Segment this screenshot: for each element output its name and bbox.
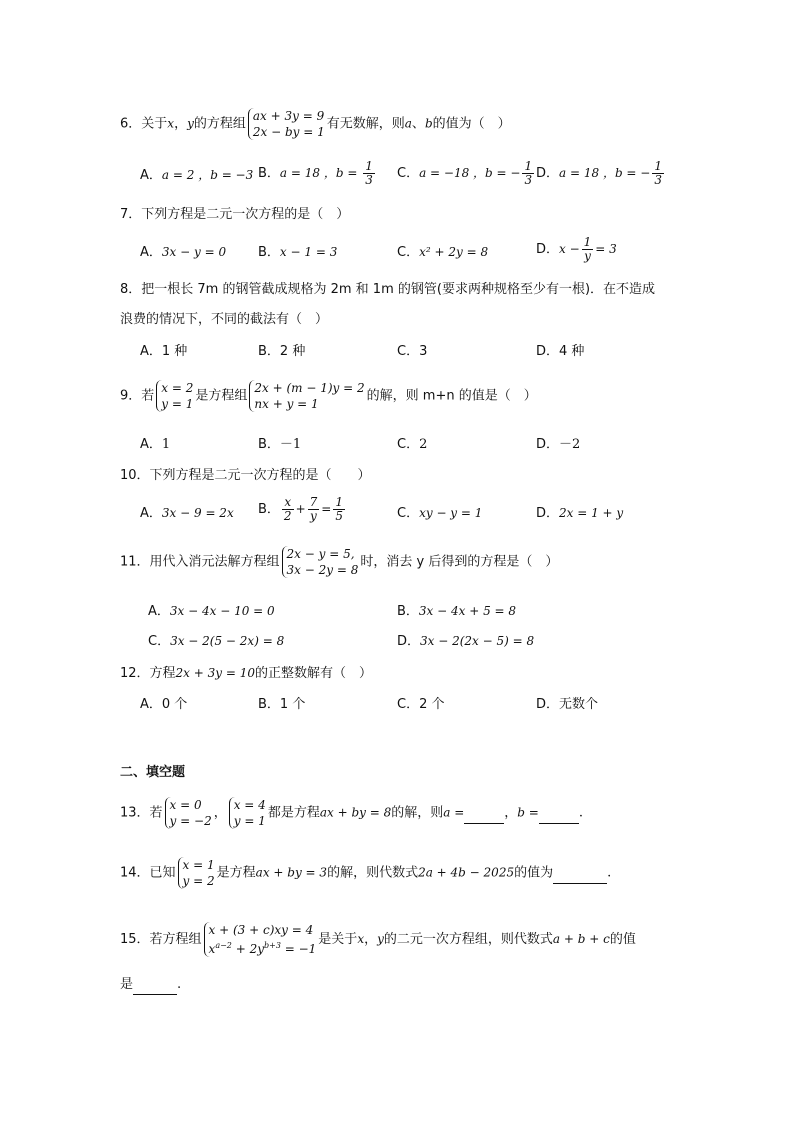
numerator: 1 xyxy=(365,159,373,173)
q13-blank-a[interactable] xyxy=(464,805,504,824)
equals-sign: = xyxy=(321,502,332,516)
q11-system xyxy=(282,546,359,578)
q9-eq2: nx + y = 1 xyxy=(254,397,319,411)
option-text: －2 xyxy=(559,437,581,452)
q11-option-c[interactable] xyxy=(148,632,284,651)
q13-sep: ， xyxy=(504,805,518,821)
option-label: A． xyxy=(140,168,162,183)
q6-system xyxy=(248,108,325,140)
q12-option-c[interactable] xyxy=(397,696,444,714)
q9-option-a[interactable] xyxy=(140,436,170,454)
q6-stem xyxy=(120,108,511,140)
option-label: D． xyxy=(536,344,560,359)
option-text: 3x − 4x + 5 = 8 xyxy=(418,604,517,618)
option-text: 3x − 2(2x − 5) = 8 xyxy=(420,634,535,648)
q9-option-c[interactable] xyxy=(397,436,427,454)
q13-blank-b[interactable] xyxy=(539,805,579,824)
q13-mid: 都是方程 xyxy=(267,805,320,821)
q8-option-c[interactable] xyxy=(397,343,427,361)
q9-solution-y: y = 1 xyxy=(161,397,194,411)
q12-suffix: 的正整数解有（ ） xyxy=(255,666,373,681)
option-label: A． xyxy=(148,604,170,619)
option-text: 1 种 xyxy=(161,344,188,359)
option-text: 3x − 4x − 10 = 0 xyxy=(169,604,275,618)
option-text: 2x = 1 + y xyxy=(559,506,624,520)
option-label: A． xyxy=(140,506,162,521)
q14-mid: 是方程 xyxy=(216,865,256,881)
q9-option-b[interactable] xyxy=(258,436,301,454)
q10-option-c[interactable] xyxy=(397,504,482,523)
option-label: B． xyxy=(258,502,280,517)
q15-line2-text: 是 xyxy=(120,977,134,992)
q9-option-d[interactable] xyxy=(536,436,580,454)
option-text: 3 xyxy=(419,344,428,359)
option-text: a = 18 ，b = − xyxy=(559,166,651,180)
q13-var-a: a = xyxy=(443,805,465,820)
q13-stem xyxy=(120,797,583,829)
q6-var-x: x xyxy=(167,116,175,131)
option-label: A． xyxy=(140,245,162,260)
option-label: B． xyxy=(258,344,280,359)
q15-stem xyxy=(120,922,636,957)
denominator: 2 xyxy=(283,509,292,523)
q10-fraction-3 xyxy=(333,496,345,523)
option-text: 2 种 xyxy=(279,344,306,359)
option-label: A． xyxy=(140,437,162,452)
q6-dun: 、 xyxy=(411,116,425,132)
q6-var-a: a xyxy=(404,116,412,131)
q15-var-x: x xyxy=(357,932,365,946)
option-label: D． xyxy=(536,242,560,257)
q8-option-b[interactable] xyxy=(258,343,305,361)
q12-option-a[interactable] xyxy=(140,696,187,714)
q14-prefix: 14．已知 xyxy=(120,865,176,881)
q13-solution-1-y: y = −2 xyxy=(169,814,212,828)
q9-mid: 是方程组 xyxy=(195,388,248,404)
q12-option-b[interactable] xyxy=(258,696,305,714)
q6-option-a[interactable] xyxy=(140,166,253,185)
option-label: D． xyxy=(536,437,560,452)
option-text-post: = 3 xyxy=(595,242,617,256)
q11-option-b[interactable] xyxy=(397,602,516,621)
q6-var-y: y xyxy=(187,116,194,131)
q13-solution-2-x: x = 4 xyxy=(233,798,266,812)
denominator: y xyxy=(310,509,317,523)
q6-eq2: 2x − by = 1 xyxy=(252,125,325,139)
q15-sep: ， xyxy=(364,932,378,947)
option-text: 3x − 2(5 − 2x) = 8 xyxy=(170,634,285,648)
q10-fraction-2 xyxy=(308,496,320,523)
denominator: y xyxy=(584,249,591,263)
numerator: 1 xyxy=(524,159,533,173)
option-label: C． xyxy=(397,697,420,712)
q6-option-c[interactable] xyxy=(397,160,536,187)
q15-eq2-exponent-1: a−2 xyxy=(215,941,232,950)
option-label: D． xyxy=(536,697,560,712)
q8-option-a[interactable] xyxy=(140,343,187,361)
plus-sign: + xyxy=(295,502,306,516)
option-text: 4 种 xyxy=(559,344,585,359)
q15-mid: 是关于 xyxy=(318,932,358,947)
q11-option-d[interactable] xyxy=(397,632,534,651)
numerator: 1 xyxy=(583,235,592,249)
section-heading-fill-in: 二、填空题 xyxy=(120,765,186,780)
q8-stem-line1: 8．把一根长 7m 的钢管截成规格为 2m 和 1m 的钢管(要求两种规格至少有一根)．在不造成 xyxy=(120,282,656,297)
q8-option-d[interactable] xyxy=(536,343,584,361)
q13-end: . xyxy=(578,805,583,821)
q11-eq1: 2x − y = 5, xyxy=(286,547,355,561)
q7-option-d-fraction xyxy=(582,236,594,263)
option-text: 3x − 9 = 2x xyxy=(161,506,234,520)
option-label: B． xyxy=(258,166,280,181)
q13-comma: ， xyxy=(213,805,227,821)
q14-tail: 的值为 xyxy=(514,865,554,881)
q6-eq1: ax + 3y = 9 xyxy=(252,109,325,123)
option-label: D． xyxy=(536,166,560,181)
q15-eq2-end: = −1 xyxy=(280,942,317,956)
q14-solution-y: y = 2 xyxy=(182,874,215,888)
option-label: C． xyxy=(148,634,171,649)
q6-var-b: b xyxy=(424,116,433,131)
q15-prefix: 15．若方程组 xyxy=(120,932,202,947)
q12-equation: 2x + 3y = 10 xyxy=(175,666,255,680)
q10-option-d[interactable] xyxy=(536,504,623,523)
q10-option-b[interactable] xyxy=(258,496,347,523)
option-label: B． xyxy=(258,437,280,452)
q6-option-b-fraction xyxy=(363,160,375,187)
denominator: 3 xyxy=(365,173,373,187)
q14-solution xyxy=(178,857,215,889)
q6-option-b[interactable] xyxy=(258,160,377,187)
option-text: －1 xyxy=(279,437,302,452)
q11-eq2: 3x − 2y = 8 xyxy=(286,563,359,577)
option-text: 2 xyxy=(419,437,428,452)
q7-option-a[interactable] xyxy=(140,243,226,262)
q8-stem-line2: 浪费的情况下，不同的截法有（ ） xyxy=(120,312,329,327)
q15-eq1: x + (3 + c)xy = 4 xyxy=(208,923,314,937)
option-text: x − xyxy=(559,242,580,256)
option-text: a = −18 ，b = − xyxy=(419,166,521,180)
option-label: B． xyxy=(397,604,419,619)
q13-solution-1 xyxy=(165,797,212,829)
q14-suffix: 的解，则代数式 xyxy=(327,865,419,881)
q6-tail: 的值为（ ） xyxy=(432,116,511,132)
q14-solution-x: x = 1 xyxy=(182,858,215,872)
q10-fraction-1 xyxy=(282,496,294,523)
q9-prefix: 9．若 xyxy=(120,388,155,404)
q9-stem xyxy=(120,380,537,412)
q15-stem-line2 xyxy=(120,976,181,995)
q15-system xyxy=(204,922,317,957)
option-label: D． xyxy=(536,506,560,521)
option-text: x² + 2y = 8 xyxy=(419,245,489,259)
q12-stem xyxy=(120,664,372,683)
q13-solution-1-x: x = 0 xyxy=(169,798,202,812)
q9-solution xyxy=(156,380,193,412)
q15-expression: a + b + c xyxy=(552,932,610,946)
q15-blank[interactable] xyxy=(133,976,177,995)
q6-mid: 的方程组 xyxy=(193,116,246,132)
numerator: x xyxy=(282,496,294,510)
option-text: 1 xyxy=(161,437,171,452)
option-text: 2 个 xyxy=(419,697,445,712)
q6-option-d-fraction xyxy=(652,160,664,187)
q14-end: . xyxy=(607,865,612,881)
denominator: 5 xyxy=(335,509,343,523)
q11-option-a[interactable] xyxy=(148,602,275,621)
q9-system xyxy=(249,380,364,412)
q11-stem xyxy=(120,546,558,578)
option-text: 0 个 xyxy=(161,697,188,712)
q13-solution-2 xyxy=(229,797,266,829)
denominator: 3 xyxy=(524,173,533,187)
q15-end: . xyxy=(177,977,182,992)
option-text: 无数个 xyxy=(559,697,599,712)
q15-eq2-base: x xyxy=(208,942,216,956)
option-label: A． xyxy=(140,697,162,712)
q14-expression: 2a + 4b − 2025 xyxy=(418,865,515,880)
q7-option-c[interactable] xyxy=(397,243,488,262)
q7-option-d[interactable] xyxy=(536,236,617,263)
denominator: 3 xyxy=(654,173,662,187)
q12-prefix: 12．方程 xyxy=(120,666,176,681)
q14-blank[interactable] xyxy=(553,865,607,884)
option-label: C． xyxy=(397,344,420,359)
q13-solution-2-y: y = 1 xyxy=(233,814,266,828)
q10-option-a[interactable] xyxy=(140,504,234,523)
q11-prefix: 11．用代入消元法解方程组 xyxy=(120,554,280,570)
q15-tail: 的值 xyxy=(609,932,636,947)
option-label: C． xyxy=(397,437,420,452)
option-label: C． xyxy=(397,506,420,521)
option-label: B． xyxy=(258,245,280,260)
numerator: 1 xyxy=(654,159,662,173)
option-text: 3x − y = 0 xyxy=(161,245,227,259)
q11-suffix: 时，消去 y 后得到的方程是（ ） xyxy=(360,554,559,570)
q14-equation: ax + by = 3 xyxy=(255,865,328,880)
q15-var-y: y xyxy=(377,932,384,946)
q13-var-b: b = xyxy=(517,805,539,820)
option-label: D． xyxy=(397,634,421,649)
option-label: B． xyxy=(258,697,280,712)
numerator: 1 xyxy=(335,495,343,509)
option-text: a = 18 ，b = xyxy=(279,166,362,180)
option-text: x − 1 = 3 xyxy=(279,245,338,259)
q13-equation: ax + by = 8 xyxy=(319,805,392,820)
q6-option-d[interactable] xyxy=(536,160,666,187)
q15-eq2-mid: + 2y xyxy=(231,942,264,956)
q10-stem: 10．下列方程是二元一次方程的是（ ） xyxy=(120,468,371,483)
q6-sep: ， xyxy=(174,116,188,132)
q12-option-d[interactable] xyxy=(536,696,598,714)
option-label: C． xyxy=(397,245,420,260)
q13-prefix: 13．若 xyxy=(120,805,163,821)
option-label: A． xyxy=(140,344,162,359)
q14-stem xyxy=(120,857,611,889)
q15-eq2-exponent-2: b+3 xyxy=(264,941,281,950)
q6-prefix: 6．关于 xyxy=(120,116,168,132)
q6-option-c-fraction xyxy=(522,160,534,187)
q6-suffix: 有无数解，则 xyxy=(326,116,405,132)
q9-suffix: 的解，则 m+n 的值是（ ） xyxy=(366,388,537,404)
numerator: 7 xyxy=(309,495,318,509)
q15-eq2 xyxy=(209,938,317,957)
q13-suffix: 的解，则 xyxy=(391,805,444,821)
option-text: 1 个 xyxy=(279,697,306,712)
q9-solution-x: x = 2 xyxy=(161,381,194,395)
option-text: xy − y = 1 xyxy=(419,506,483,520)
q7-option-b[interactable] xyxy=(258,243,337,262)
q7-stem: 7．下列方程是二元一次方程的是（ ） xyxy=(120,207,350,222)
q9-eq1: 2x + (m − 1)y = 2 xyxy=(254,381,365,395)
option-label: C． xyxy=(397,166,420,181)
q15-suffix: 的二元一次方程组，则代数式 xyxy=(383,932,553,947)
option-text: a = 2 ，b = −3 xyxy=(161,168,254,182)
